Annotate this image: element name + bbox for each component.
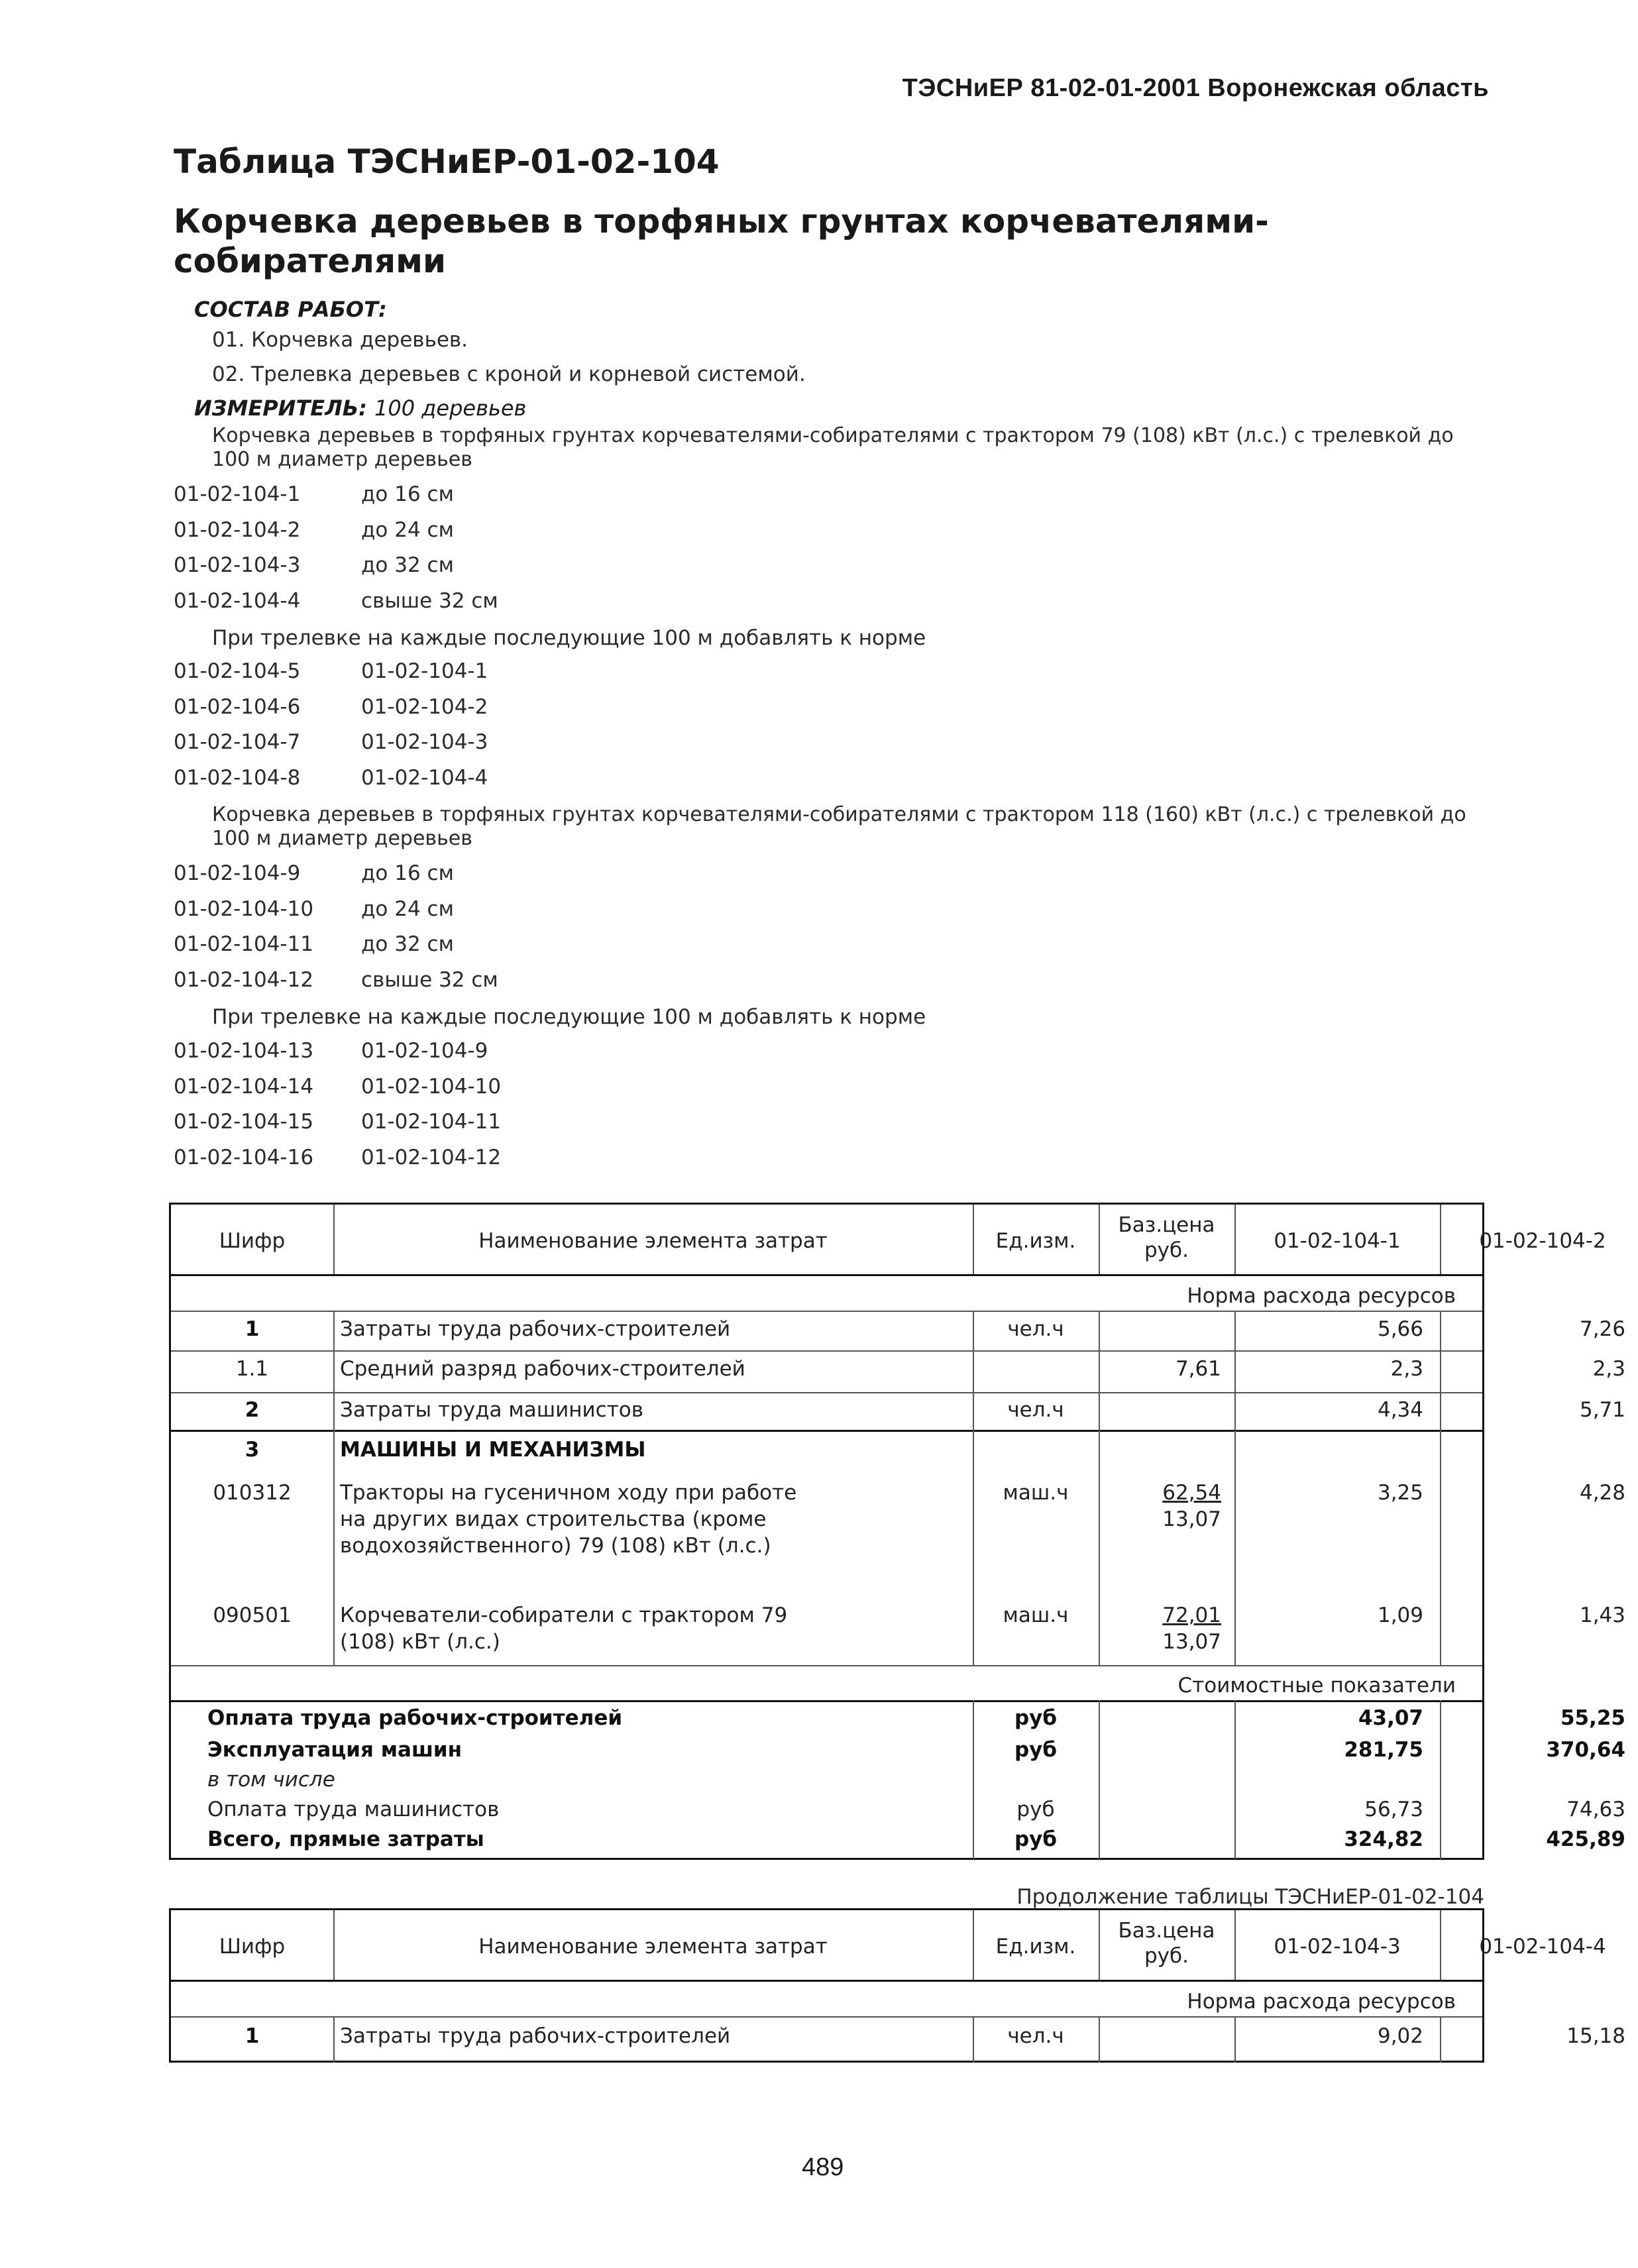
row-unit: маш.ч (1003, 1603, 1069, 1627)
norm-label: Норма расхода ресурсов (1187, 1990, 1456, 2014)
norm-code: 01-02-104-15 (174, 1110, 314, 1134)
norm-value: до 24 см (361, 896, 454, 921)
cost-unit: руб (1016, 1798, 1055, 1821)
header-col2: 01-02-104-4 (1479, 1935, 1606, 1959)
row-price: 72,01 (1162, 1603, 1221, 1627)
measure-label: ИЗМЕРИТЕЛЬ: (194, 396, 367, 421)
row-name: МАШИНЫ И МЕХАНИЗМЫ (340, 1438, 646, 1462)
composition-label: СОСТАВ РАБОТ: (194, 297, 387, 322)
norm-code: 01-02-104-7 (174, 730, 301, 754)
header-col1: 01-02-104-1 (1274, 1229, 1401, 1253)
norm-value: 01-02-104-3 (361, 730, 488, 754)
table-title: Таблица ТЭСНиЕР-01-02-104 (174, 142, 720, 181)
row-v2: 1,43 (1579, 1603, 1625, 1627)
header-code: Шифр (219, 1935, 286, 1959)
section2-text: Корчевка деревьев в торфяных грунтах корчевателями-собирателями с трактором 118 (160) кВт (л.с.) с трелевкой до 100 м диаметр деревьев (212, 803, 1466, 850)
cost-unit: руб (1014, 1706, 1058, 1730)
cost-name: Эксплуатация машин (207, 1738, 463, 1762)
addon2-text: При трелевке на каждые последующие 100 м добавлять к норме (212, 1005, 926, 1029)
row-name: Затраты труда рабочих-строителей (340, 2024, 731, 2048)
norm-value: 01-02-104-1 (361, 659, 488, 683)
cost-name: Оплата труда машинистов (207, 1798, 500, 1821)
cost-name: Всего, прямые затраты (207, 1827, 484, 1851)
norm-code: 01-02-104-1 (174, 482, 301, 506)
cost-v1: 324,82 (1344, 1827, 1423, 1851)
norm-value: 01-02-104-10 (361, 1074, 502, 1099)
row-code: 010312 (213, 1481, 292, 1505)
row-name: Затраты труда рабочих-строителей (340, 1317, 731, 1341)
measure-line (194, 396, 526, 421)
cost-name: в том числе (207, 1768, 335, 1792)
header-col2: 01-02-104-2 (1479, 1229, 1606, 1253)
norm-value: свыше 32 см (361, 588, 498, 613)
cost-v2: 55,25 (1560, 1706, 1625, 1730)
cost-v1: 281,75 (1344, 1738, 1423, 1762)
cost-v2: 74,63 (1566, 1798, 1625, 1821)
row-unit: чел.ч (1007, 1317, 1064, 1341)
row-v2: 2,3 (1592, 1357, 1625, 1381)
norm-code: 01-02-104-3 (174, 553, 301, 577)
running-header: ТЭСНиЕР 81-02-01-2001 Воронежская область (902, 74, 1489, 102)
header-price: Баз.цена руб. (1118, 1213, 1215, 1262)
cost-unit: руб (1014, 1738, 1058, 1762)
cost-v2: 370,64 (1546, 1738, 1625, 1762)
row-code: 1 (245, 1317, 260, 1341)
header-unit: Ед.изм. (995, 1935, 1076, 1959)
page-number: 489 (802, 2153, 844, 2181)
row-code: 3 (245, 1438, 260, 1462)
norm-value: свыше 32 см (361, 967, 498, 992)
row-unit: маш.ч (1003, 1481, 1069, 1505)
measure-value: 100 деревьев (374, 396, 527, 421)
row-unit: чел.ч (1007, 1398, 1064, 1422)
row-price2: 13,07 (1162, 1507, 1221, 1531)
row-unit: чел.ч (1007, 2024, 1064, 2048)
norm-code: 01-02-104-13 (174, 1039, 314, 1063)
norm-value: 01-02-104-12 (361, 1145, 502, 1169)
row-v2: 15,18 (1566, 2024, 1625, 2048)
section1-text: Корчевка деревьев в торфяных грунтах корчевателями-собирателями с трактором 79 (108) кВт (л.с.) с трелевкой до 100 м диаметр деревьев (212, 424, 1454, 471)
norm-code: 01-02-104-14 (174, 1074, 314, 1099)
norm-value: 01-02-104-9 (361, 1039, 488, 1063)
row-price2: 13,07 (1162, 1630, 1221, 1654)
norm-code: 01-02-104-10 (174, 896, 314, 921)
norm-value: 01-02-104-4 (361, 765, 488, 790)
composition-item: 02. Трелевка деревьев с кроной и корневой системой. (212, 362, 806, 386)
norm-code: 01-02-104-8 (174, 765, 301, 790)
header-code: Шифр (219, 1229, 286, 1253)
header-name: Наименование элемента затрат (478, 1229, 828, 1253)
norm-code: 01-02-104-12 (174, 967, 314, 992)
cost-unit: руб (1014, 1827, 1058, 1851)
row-v2: 5,71 (1579, 1398, 1625, 1422)
norms-table-2 (169, 1908, 1625, 2063)
norm-code: 01-02-104-5 (174, 659, 301, 683)
norm-value: до 24 см (361, 517, 454, 542)
row-v1: 4,34 (1377, 1398, 1423, 1422)
norm-value: до 16 см (361, 861, 454, 885)
norm-value: 01-02-104-11 (361, 1110, 502, 1134)
header-col1: 01-02-104-3 (1274, 1935, 1401, 1959)
norm-code: 01-02-104-16 (174, 1145, 314, 1169)
row-price: 62,54 (1162, 1481, 1221, 1505)
row-name: Тракторы на гусеничном ходу при работе на других видах строительства (кроме водохозяйственного) 79 (108) кВт (л.с.) (340, 1481, 797, 1558)
row-v1: 3,25 (1377, 1481, 1423, 1505)
cost-v2: 425,89 (1546, 1827, 1625, 1851)
norm-value: 01-02-104-2 (361, 694, 488, 719)
norm-code: 01-02-104-11 (174, 932, 314, 956)
cost-v1: 56,73 (1364, 1798, 1423, 1821)
composition-item: 01. Корчевка деревьев. (212, 328, 468, 352)
row-name: Средний разряд рабочих-строителей (340, 1357, 745, 1381)
norm-label: Норма расхода ресурсов (1187, 1284, 1456, 1308)
cost-name: Оплата труда рабочих-строителей (207, 1706, 623, 1730)
norms-table-1 (169, 1203, 1625, 1860)
norm-code: 01-02-104-6 (174, 694, 301, 719)
table-subtitle: Корчевка деревьев в торфяных грунтах корчевателями-собирателями (174, 202, 1269, 280)
cost-label: Стоимостные показатели (1177, 1674, 1456, 1698)
norm-value: до 16 см (361, 482, 454, 506)
row-price: 7,61 (1175, 1357, 1221, 1381)
row-v2: 4,28 (1579, 1481, 1625, 1505)
row-code: 1.1 (235, 1357, 269, 1381)
header-name: Наименование элемента затрат (478, 1935, 828, 1959)
row-name: Корчеватели-собиратели с трактором 79 (108) кВт (л.с.) (340, 1603, 788, 1654)
row-v1: 2,3 (1390, 1357, 1423, 1381)
norm-code: 01-02-104-2 (174, 517, 301, 542)
norm-value: до 32 см (361, 932, 454, 956)
row-code: 1 (245, 2024, 260, 2048)
cost-v1: 43,07 (1358, 1706, 1423, 1730)
row-v1: 1,09 (1377, 1603, 1423, 1627)
row-code: 090501 (213, 1603, 292, 1627)
norm-code: 01-02-104-4 (174, 588, 301, 613)
header-unit: Ед.изм. (995, 1229, 1076, 1253)
row-v1: 9,02 (1377, 2024, 1423, 2048)
addon1-text: При трелевке на каждые последующие 100 м добавлять к норме (212, 626, 926, 650)
row-v2: 7,26 (1579, 1317, 1625, 1341)
row-v1: 5,66 (1377, 1317, 1423, 1341)
header-price: Баз.цена руб. (1118, 1919, 1215, 1968)
norm-code: 01-02-104-9 (174, 861, 301, 885)
row-code: 2 (245, 1398, 260, 1422)
continuation-caption: Продолжение таблицы ТЭСНиЕР-01-02-104 (1016, 1885, 1484, 1909)
norm-value: до 32 см (361, 553, 454, 577)
row-name: Затраты труда машинистов (340, 1398, 644, 1422)
